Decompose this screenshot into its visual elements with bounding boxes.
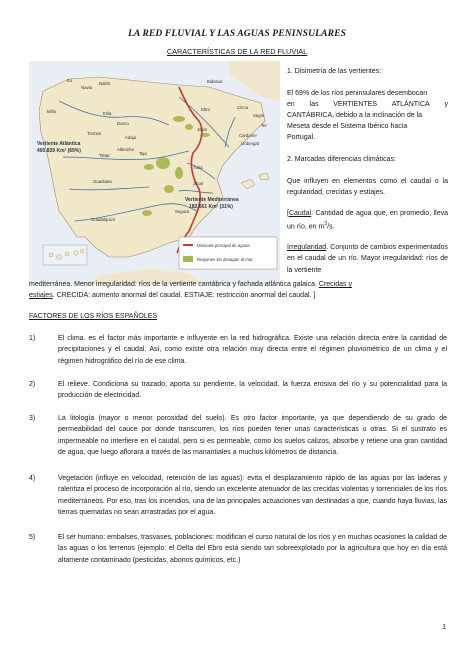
word-y: y bbox=[444, 101, 448, 108]
divide-legend-label: Divisoria principal de aguas. bbox=[197, 243, 251, 248]
asymmetry-line-1: El 69% de los ríos peninsulares desembocan bbox=[287, 90, 428, 97]
river-label-navia: Navia bbox=[81, 85, 92, 90]
hydrographic-map bbox=[29, 61, 280, 284]
atlantic-slope-label: Vertiente Atlántica bbox=[37, 141, 81, 147]
river-label-tormes: Tormes bbox=[87, 131, 102, 136]
asymmetry-line-5: Portugal. bbox=[287, 134, 316, 141]
factors-heading: FACTORES DE LOS RÍOS ESPAÑOLES bbox=[29, 313, 158, 320]
endorheic-legend-swatch bbox=[183, 256, 193, 262]
factor-5-number: 5) bbox=[29, 534, 36, 541]
river-label-cinca: Cinca bbox=[237, 105, 248, 110]
map-legend bbox=[179, 237, 277, 269]
river-label-alberche: Alberche bbox=[117, 147, 134, 152]
asymmetry-line-3: CANTÁBRICA, debido a la inclinación de la bbox=[287, 112, 423, 119]
endorheic-legend-label: Regiones sin desagüe al mar. bbox=[197, 257, 254, 262]
iberia-map-svg bbox=[29, 61, 280, 284]
caudal-definition: [Caudal. Cantidad de agua que, en promedio, lleva un río, en $m^3/s$. bbox=[287, 210, 448, 231]
irregularity-continuation-2: estiajes. CRECIDA: aumento anormal del caudal. ESTIAJE: restricción anormal del caudal. ] bbox=[29, 292, 316, 299]
river-label-jalon: Jalón bbox=[197, 127, 208, 132]
atlantic-slope-value: 400.839 Km² (69%) bbox=[37, 148, 81, 154]
mediterranean-slope-label: Vertiente Mediterránea bbox=[185, 197, 239, 203]
word-vertientes: VERTIENTES bbox=[333, 101, 378, 108]
asymmetry-line-4: Meseta desde el Sistema Ibérico hacia bbox=[287, 123, 408, 130]
river-label-guadiana: Guadiana bbox=[93, 179, 112, 184]
river-label-llobregat: Llobregat bbox=[241, 141, 259, 146]
river-label-segura: Segura bbox=[175, 209, 189, 214]
factor-1-text: El clima. es el factor más importante e influyente en la red hidrográfica. Existe una relación directa entre la cantidad de precipitaciones y el caudal. Así, como existe otra relación muy directa entre el régimen pluviométrico de un clima y el régimen hidrográfico del río de ese clima. bbox=[58, 335, 447, 365]
river-label-eo: Eo bbox=[67, 78, 73, 83]
river-label-ter: Ter bbox=[261, 123, 267, 128]
page-number: 1 bbox=[442, 624, 446, 631]
factor-5-text: El ser humano: embalses, trasvases, poblaciones: modifican el curso natural de los ríos y en muchas ocasiones la calidad de las aguas o los terrenos (ejemplo: el Delta del Ebro está siendo tan sobreexplotado por la agricultura que hoy en día está altamente contaminado (pesticidas, abonos químicos, etc.) bbox=[58, 534, 447, 564]
river-label-segre: Segre bbox=[253, 113, 265, 118]
climate-heading: 2. Marcadas diferencias climáticas: bbox=[287, 156, 396, 163]
river-label-tietar: Tiétar bbox=[99, 153, 110, 158]
document-title: LA RED FLUVIAL Y LAS AGUAS PENINSULARES bbox=[127, 28, 347, 39]
river-label-adaja: Adaja bbox=[125, 135, 136, 140]
irregularity-definition: Irregularidad. Conjunto de cambios experimentados en el caudal de un río. Mayor irregularidad: ríos de la vertiente bbox=[287, 244, 448, 274]
factor-2-number: 2) bbox=[29, 381, 36, 388]
river-label-mino: Miño bbox=[47, 109, 57, 114]
factor-1-number: 1) bbox=[29, 335, 36, 342]
word-en: en bbox=[287, 101, 295, 108]
mediterranean-slope-value: 182.661 Km² (31%) bbox=[189, 204, 233, 210]
river-label-turia: Turia bbox=[193, 165, 203, 170]
river-label-tajo: Tajo bbox=[139, 151, 147, 156]
word-atlantica: ATLÁNTICA bbox=[391, 101, 430, 108]
river-label-bidasoa: Bidasoa bbox=[207, 79, 223, 84]
factor-2-text: El relieve. Condiciona su trazado, aporta su pendiente, la velocidad, la fuerza erosiva del río y su potencialidad para la producción de electricidad. bbox=[58, 381, 447, 400]
irregularity-term: Irregularidad bbox=[287, 244, 327, 251]
river-label-esla: Esla bbox=[103, 111, 112, 116]
factor-4-text: Vegetación (influye en velocidad, retención de las aguas): evita el desplazamiento rápido de las aguas por las laderas y ralentiza el proceso de incorporación al río, siendo un excelente atenuador de las crecidas violentas y torrenciales de los ríos mediterráneos. Por eso, tras los incendios, una de las principales actuaciones van destinadas a que, cuando haya lluvias, las tierras quemadas no sean arrastradas por el agua. bbox=[58, 475, 447, 517]
asymmetry-heading: 1. Disimetría de las vertientes: bbox=[287, 68, 382, 75]
climate-text: Que influyen en elementos como el caudal o la regularidad, crecidas y estiajes. bbox=[287, 178, 448, 197]
factor-4-number: 4) bbox=[29, 475, 36, 482]
section-subtitle: CARACTERÍSTICAS DE LA RED FLUVIAL bbox=[166, 47, 308, 56]
asymmetry-line-2 bbox=[287, 99, 448, 110]
irregularity-continuation-1: mediterránea. Menor irregularidad: ríos de la vertiente cantábrica y fachada atlántica galaica. Crecidas y bbox=[29, 281, 352, 288]
word-las: las bbox=[309, 101, 319, 108]
crecidas-estiajes-term: Crecidas y bbox=[318, 281, 352, 288]
river-label-ebro: Ebro bbox=[201, 107, 211, 112]
river-label-cardoner: Cardoner bbox=[239, 133, 257, 138]
river-label-jucar: Júcar bbox=[193, 181, 204, 186]
river-label-nalon: Nalón bbox=[99, 81, 111, 86]
caudal-term: Caudal bbox=[288, 210, 312, 217]
factor-3-text: La litología (mayor o menor porosidad del suelo). Es otro factor importante, ya que dependiendo de su grado de permeabilidad del cauce por donde transcurren, los ríos pueden tener unas características u otras. Si el sustrato es impermeable no interfiere en el caudal, pero si es permeable, como los suelos calizos, absorbe y retiene una gran cantidad de agua, que luego aflorara a través de las manantiales a muchos kilómetros de distancia. bbox=[58, 415, 447, 457]
river-label-guadalquivir: Guadalquivir bbox=[91, 217, 116, 222]
factor-3-number: 3) bbox=[29, 415, 36, 422]
river-label-duero: Duero bbox=[117, 121, 129, 126]
